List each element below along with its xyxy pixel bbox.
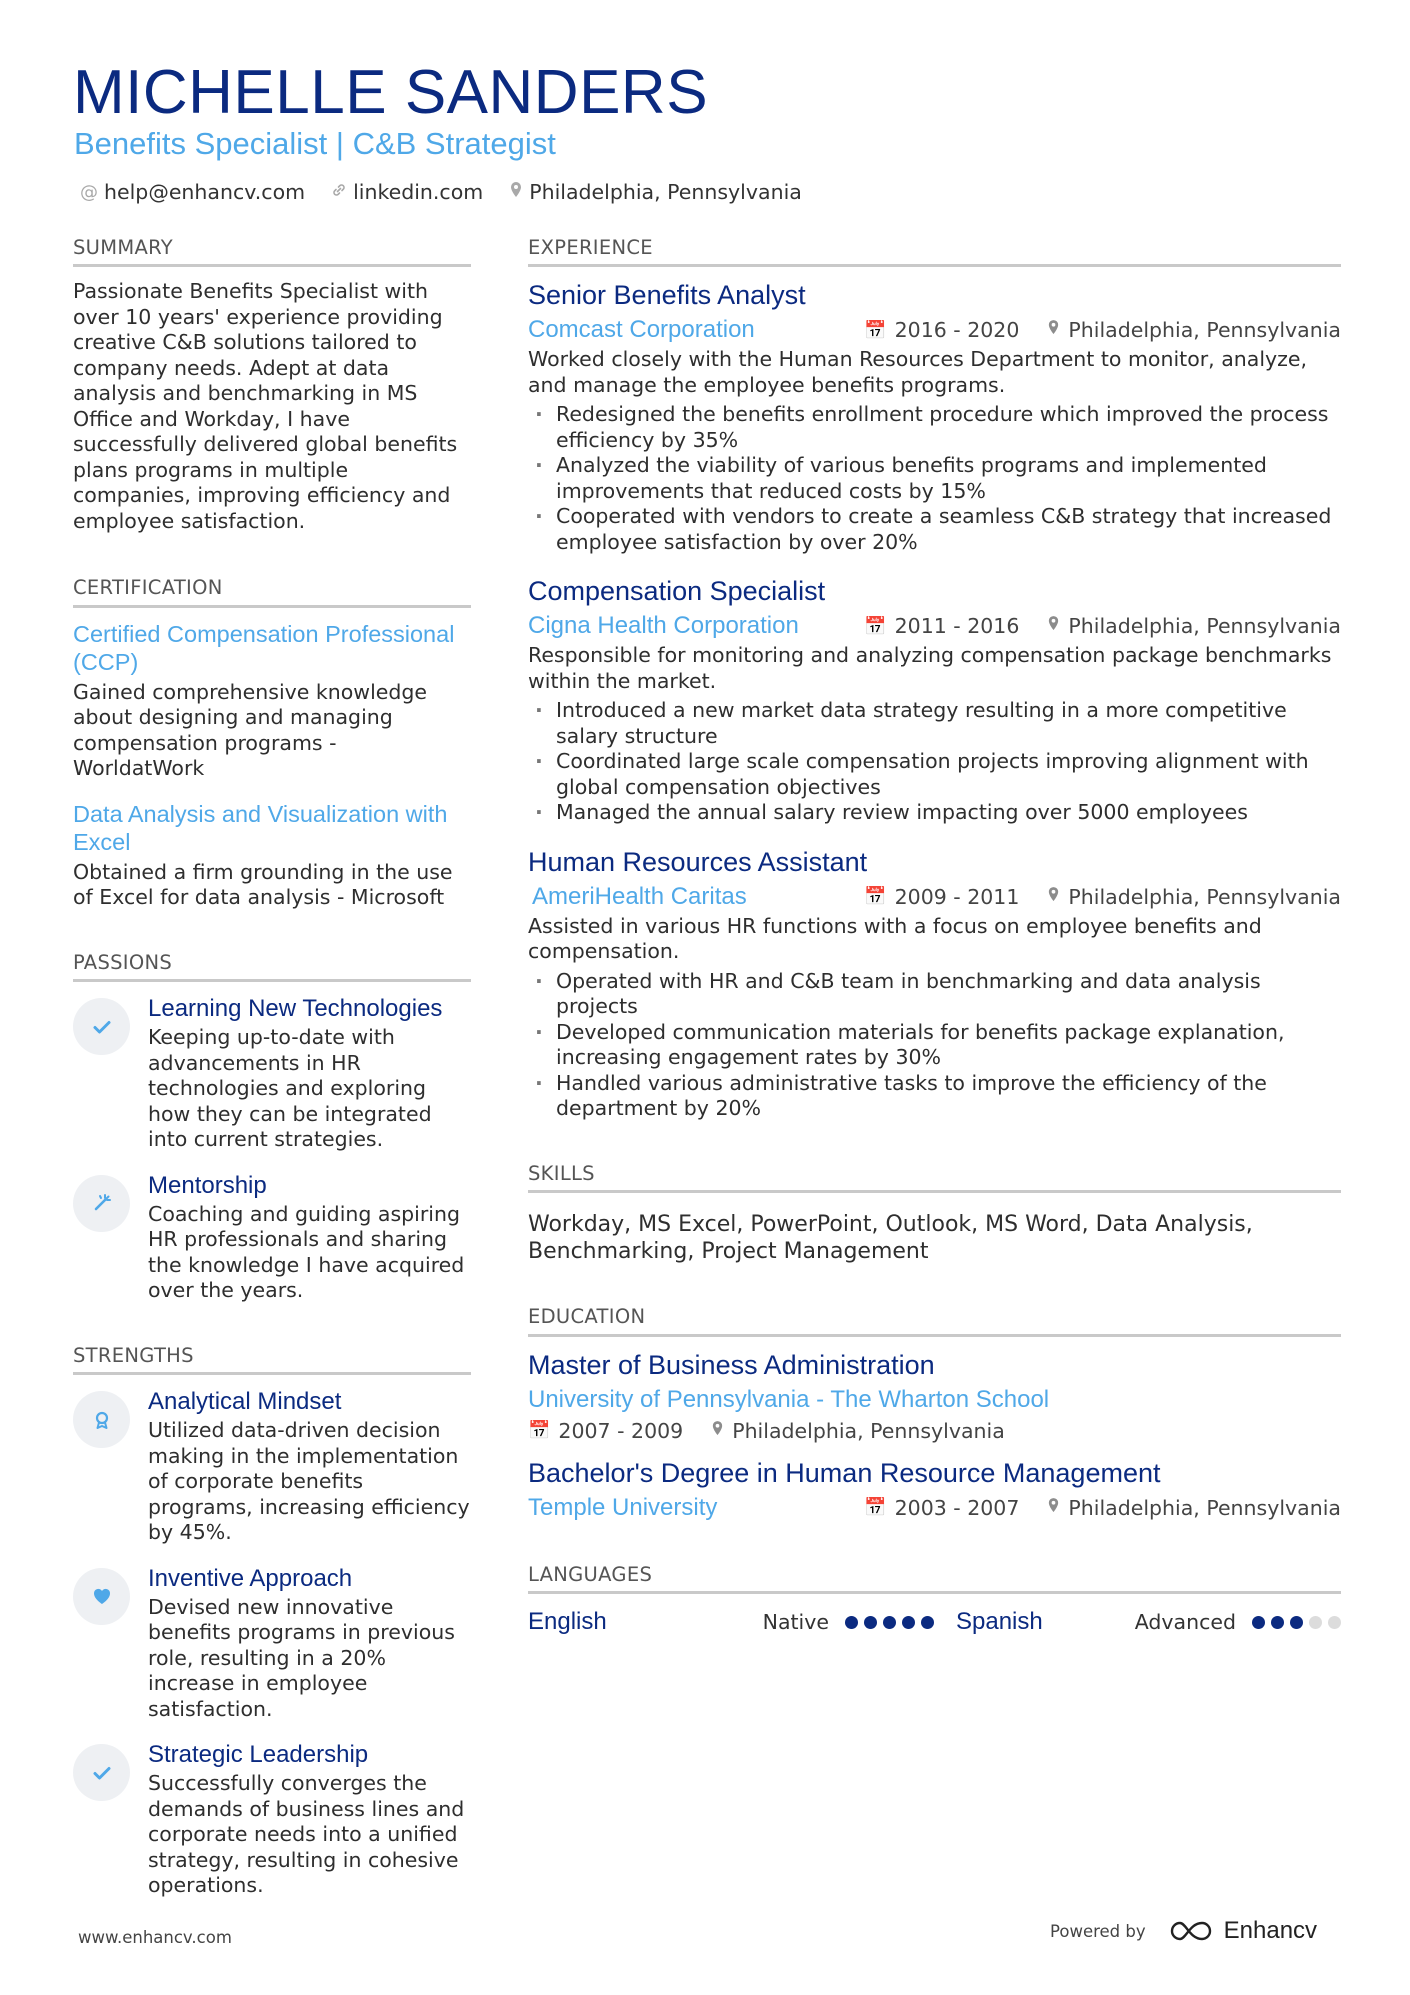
certification-item bbox=[73, 800, 471, 911]
company-name: Cigna Health Corporation bbox=[528, 612, 799, 640]
contact-bar bbox=[80, 180, 802, 204]
link-icon bbox=[331, 182, 347, 203]
calendar-icon: 📅 bbox=[864, 615, 887, 637]
job-summary: Responsible for monitoring and analyzing compensation package benchmarks within the market. bbox=[528, 643, 1332, 693]
summary-heading: SUMMARY bbox=[73, 236, 471, 267]
strength-desc: Devised new innovative benefits programs in previous role, resulting in a 20% increase in employee satisfaction. bbox=[148, 1594, 455, 1721]
language-item bbox=[528, 1608, 934, 1636]
passion-desc: Coaching and guiding aspiring HR professionals and sharing the knowledge I have acquired over the years. bbox=[148, 1201, 465, 1303]
rating-dot-filled bbox=[883, 1616, 896, 1629]
passion-title: Mentorship bbox=[148, 1171, 267, 1199]
language-name: Spanish bbox=[956, 1608, 1043, 1636]
job-bullet: · Analyzed the viability of various benefits programs and implemented improvements that reduced costs by 15% bbox=[528, 453, 1341, 504]
job-bullet: · Cooperated with vendors to create a seamless C&B strategy that increased employee satisfaction by over 20% bbox=[528, 504, 1341, 555]
languages-section bbox=[528, 1563, 1341, 1636]
calendar-icon: 📅 bbox=[528, 1420, 551, 1442]
contact-linkedin[interactable]: linkedin.com bbox=[331, 180, 483, 204]
calendar-icon: 📅 bbox=[864, 886, 887, 908]
enhancv-logo[interactable]: Enhancv bbox=[1168, 1917, 1317, 1945]
location-icon bbox=[509, 181, 523, 204]
strength-desc: Successfully converges the demands of business lines and corporate needs into a unified strategy, resulting in cohesive operations. bbox=[148, 1771, 465, 1898]
job-bullet: · Introduced a new market data strategy resulting in a more competitive salary structure bbox=[528, 698, 1341, 749]
strength-title: Inventive Approach bbox=[148, 1564, 353, 1592]
job-bullet: · Coordinated large scale compensation projects improving alignment with global compensation objectives bbox=[528, 749, 1341, 800]
checkmark-icon bbox=[73, 1744, 130, 1801]
location-icon bbox=[711, 1420, 724, 1442]
checkmark-icon bbox=[73, 998, 130, 1055]
school-name: Temple University bbox=[528, 1493, 718, 1521]
certification-heading: CERTIFICATION bbox=[73, 576, 471, 607]
strength-desc: Utilized data-driven decision making in the implementation of corporate benefits programs, increasing efficiency by 45%. bbox=[148, 1418, 470, 1545]
language-rating bbox=[845, 1616, 934, 1629]
job-title: Senior Benefits Analyst bbox=[528, 280, 806, 311]
strengths-section bbox=[73, 1344, 471, 1899]
certification-title: Data Analysis and Visualization with Excel bbox=[73, 800, 448, 855]
company-name: AmeriHealth Caritas bbox=[532, 882, 747, 910]
education-section bbox=[528, 1305, 1341, 1522]
award-icon bbox=[73, 1391, 130, 1448]
language-item bbox=[956, 1608, 1341, 1636]
candidate-name: MICHELLE SANDERS bbox=[73, 58, 709, 127]
skills-heading: SKILLS bbox=[528, 1162, 1341, 1193]
job-summary: Assisted in various HR functions with a focus on employee benefits and compensation. bbox=[528, 913, 1262, 964]
education-location: Philadelphia, Pennsylvania bbox=[1068, 1495, 1341, 1520]
languages-heading: LANGUAGES bbox=[528, 1563, 1341, 1594]
language-level: Native bbox=[762, 1610, 829, 1635]
job-bullet: · Developed communication materials for benefits package explanation, increasing engagement rates by 30% bbox=[528, 1020, 1341, 1071]
powered-by-label: Powered by bbox=[1050, 1921, 1146, 1941]
education-dates: 2007 - 2009 bbox=[558, 1418, 684, 1443]
location-icon bbox=[1047, 615, 1060, 637]
degree-title: Master of Business Administration bbox=[528, 1349, 935, 1380]
skills-section bbox=[528, 1162, 1341, 1265]
rating-dot-filled bbox=[902, 1616, 915, 1629]
language-rating bbox=[1252, 1616, 1341, 1629]
summary-section bbox=[73, 236, 471, 534]
candidate-title: Benefits Specialist | C&B Strategist bbox=[74, 126, 556, 161]
education-entry bbox=[528, 1349, 1341, 1443]
languages-row bbox=[528, 1608, 1341, 1636]
calendar-icon: 📅 bbox=[864, 1497, 887, 1519]
rating-dot-filled bbox=[1252, 1616, 1265, 1629]
passions-section bbox=[73, 951, 471, 1304]
rating-dot-filled bbox=[1290, 1616, 1303, 1629]
job-location: Philadelphia, Pennsylvania bbox=[1068, 318, 1341, 343]
job-bullets bbox=[528, 402, 1341, 555]
language-level: Advanced bbox=[1134, 1610, 1236, 1635]
education-heading: EDUCATION bbox=[528, 1305, 1341, 1336]
rating-dot-filled bbox=[1271, 1616, 1284, 1629]
job-location: Philadelphia, Pennsylvania bbox=[1068, 614, 1341, 639]
education-entry bbox=[528, 1457, 1341, 1523]
footer-website[interactable]: www.enhancv.com bbox=[78, 1928, 232, 1947]
school-name: University of Pennsylvania - The Wharton School bbox=[528, 1385, 1050, 1413]
job-entry bbox=[528, 846, 1341, 1122]
rating-dot-empty bbox=[1309, 1616, 1322, 1629]
contact-location: Philadelphia, Pennsylvania bbox=[509, 180, 802, 204]
passion-item bbox=[73, 994, 471, 1153]
contact-email[interactable]: @ help@enhancv.com bbox=[80, 180, 306, 204]
rating-dot-empty bbox=[1328, 1616, 1341, 1629]
calendar-icon: 📅 bbox=[864, 319, 887, 341]
education-dates: 2003 - 2007 bbox=[894, 1495, 1020, 1520]
location-icon bbox=[1047, 886, 1060, 908]
job-bullet: · Redesigned the benefits enrollment procedure which improved the process efficiency by 35% bbox=[528, 402, 1341, 453]
passion-desc: Keeping up-to-date with advancements in HR technologies and exploring how they can be integrated into current strategies. bbox=[148, 1025, 432, 1152]
strengths-heading: STRENGTHS bbox=[73, 1344, 471, 1375]
job-location: Philadelphia, Pennsylvania bbox=[1068, 884, 1341, 909]
strength-title: Analytical Mindset bbox=[148, 1388, 342, 1416]
job-bullet: · Handled various administrative tasks to improve the efficiency of the department by 20% bbox=[528, 1071, 1341, 1122]
job-title: Human Resources Assistant bbox=[528, 846, 868, 877]
footer-branding bbox=[1050, 1917, 1317, 1945]
certification-item bbox=[73, 620, 471, 782]
at-icon: @ bbox=[80, 181, 98, 203]
certification-desc: Gained comprehensive knowledge about designing and managing compensation programs - WorldatWork bbox=[73, 679, 428, 781]
strength-item bbox=[73, 1740, 471, 1899]
strength-item bbox=[73, 1564, 471, 1723]
education-location: Philadelphia, Pennsylvania bbox=[732, 1418, 1005, 1443]
job-bullets bbox=[528, 969, 1341, 1122]
strength-item bbox=[73, 1387, 471, 1546]
job-bullets bbox=[528, 698, 1341, 826]
passion-item bbox=[73, 1171, 471, 1304]
job-dates: 2009 - 2011 bbox=[894, 884, 1020, 909]
infinity-icon bbox=[1168, 1919, 1214, 1943]
skills-text: Workday, MS Excel, PowerPoint, Outlook, MS Word, Data Analysis, Benchmarking, Project Management bbox=[528, 1212, 1253, 1265]
passions-heading: PASSIONS bbox=[73, 951, 471, 982]
job-dates: 2016 - 2020 bbox=[894, 318, 1020, 343]
certification-title: Certified Compensation Professional (CCP) bbox=[73, 620, 455, 675]
language-name: English bbox=[528, 1608, 607, 1636]
job-entry bbox=[528, 575, 1341, 826]
passion-title: Learning New Technologies bbox=[148, 995, 443, 1023]
rating-dot-filled bbox=[845, 1616, 858, 1629]
location-icon bbox=[1047, 1497, 1060, 1519]
heart-icon bbox=[73, 1568, 130, 1625]
job-dates: 2011 - 2016 bbox=[894, 614, 1020, 639]
certification-section bbox=[73, 576, 471, 910]
left-column bbox=[73, 236, 471, 1899]
job-bullet: · Operated with HR and C&B team in benchmarking and data analysis projects bbox=[528, 969, 1341, 1020]
job-bullet: · Managed the annual salary review impacting over 5000 employees bbox=[528, 800, 1341, 826]
certification-desc: Obtained a firm grounding in the use of Excel for data analysis - Microsoft bbox=[73, 859, 453, 910]
rating-dot-filled bbox=[864, 1616, 877, 1629]
strength-title: Strategic Leadership bbox=[148, 1741, 369, 1769]
right-column bbox=[528, 236, 1341, 1636]
summary-text: Passionate Benefits Specialist with over 10 years' experience providing creative C&B solutions tailored to company needs. Adept at data analysis and benchmarking in MS Office and Workday, I have successfully delivered global benefits plans programs in multiple companies, improving efficiency and employee satisfaction. bbox=[73, 279, 458, 533]
location-icon bbox=[1047, 319, 1060, 341]
job-summary: Worked closely with the Human Resources Department to monitor, analyze, and manage the employee benefits programs. bbox=[528, 347, 1308, 397]
company-name: Comcast Corporation bbox=[528, 316, 755, 344]
experience-section bbox=[528, 236, 1341, 1122]
wand-icon bbox=[73, 1175, 130, 1232]
job-entry bbox=[528, 279, 1341, 555]
rating-dot-filled bbox=[921, 1616, 934, 1629]
experience-heading: EXPERIENCE bbox=[528, 236, 1341, 267]
job-title: Compensation Specialist bbox=[528, 576, 826, 607]
degree-title: Bachelor's Degree in Human Resource Management bbox=[528, 1457, 1161, 1488]
